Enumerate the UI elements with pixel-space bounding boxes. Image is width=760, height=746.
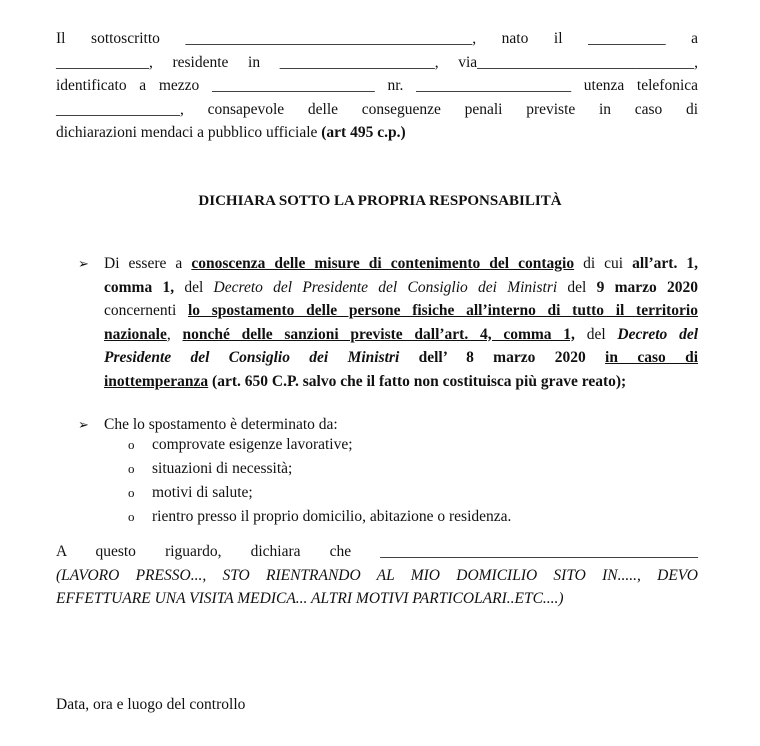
residence-blank[interactable]: ____________________,: [279, 53, 439, 71]
id-number-blank[interactable]: ____________________: [416, 77, 572, 94]
birth-date-blank[interactable]: __________: [588, 30, 666, 47]
circle-bullet-icon: o: [128, 461, 135, 476]
declaration-heading: DICHIARA SOTTO LA PROPRIA RESPONSABILITÀ: [198, 193, 562, 209]
intro-line-2: ____________, residente in ____________________, via____________________________,: [56, 53, 699, 71]
regard-line-3: EFFETTUARE UNA VISITA MEDICA... ALTRI MOTIVI PARTICOLARI..ETC....): [56, 590, 564, 607]
reason-blank[interactable]: _________________________________________: [380, 543, 699, 560]
phone-blank[interactable]: ________________,: [56, 100, 184, 118]
reason-item-necessity: situazioni di necessità;: [152, 460, 293, 477]
reason-item-work: comprovate esigenze lavorative;: [152, 436, 353, 453]
regard-line-1: A questo riguardo, dichiara che _________________________________________: [56, 543, 699, 560]
id-document-blank[interactable]: _____________________: [212, 77, 375, 94]
reason-item-return-home: rientro presso il proprio domicilio, abitazione o residenza.: [152, 508, 512, 525]
reason-bullet-lead: Che lo spostamento è determinato da:: [104, 416, 338, 433]
circle-bullet-icon: o: [128, 437, 135, 452]
regard-paragraph: [56, 540, 698, 611]
date-time-place-label: Data, ora e luogo del controllo: [56, 696, 246, 713]
name-blank[interactable]: _____________________________________,: [185, 30, 477, 47]
circle-bullet-icon: o: [128, 485, 135, 500]
intro-line-5: dichiarazioni mendaci a pubblico ufficiale (art 495 c.p.): [56, 124, 406, 141]
declarant-details-paragraph: [56, 27, 698, 145]
intro-line-1: Il sottoscritto _____________________________________, nato il __________ a: [56, 30, 699, 47]
awareness-bullet: Di essere a conoscenza delle misure di contenimento del contagio di cui all’art. 1, comma 1, del Decreto del Presidente del Consiglio dei Ministri del 9 marzo 2020 concernenti lo spostamento delle persone fisiche all’interno di tutto il territorio nazionale, nonché delle sanzioni previste dall’art. 4, comma 1, del Decreto del Presidente del Consiglio dei Ministri dell’ 8 marzo 2020 in caso di inottemperanza (art. 650 C.P. salvo che il fatto non costituisca più grave reato);: [104, 255, 699, 390]
intro-line-3: identificato a mezzo _____________________ nr. ____________________ utenza telefonica: [56, 77, 699, 94]
birth-place-blank[interactable]: ____________,: [56, 53, 153, 71]
regard-line-2: (LAVORO PRESSO..., STO RIENTRANDO AL MIO DOMICILIO SITO IN....., DEVO: [56, 566, 698, 584]
intro-line-4: ________________, consapevole delle conseguenze penali previste in caso di: [56, 100, 699, 118]
arrow-bullet-icon: ➢: [78, 256, 89, 271]
reason-item-health: motivi di salute;: [152, 484, 253, 501]
street-blank[interactable]: via____________________________,: [458, 53, 699, 71]
arrow-bullet-icon: ➢: [78, 417, 89, 432]
circle-bullet-icon: o: [128, 509, 135, 524]
